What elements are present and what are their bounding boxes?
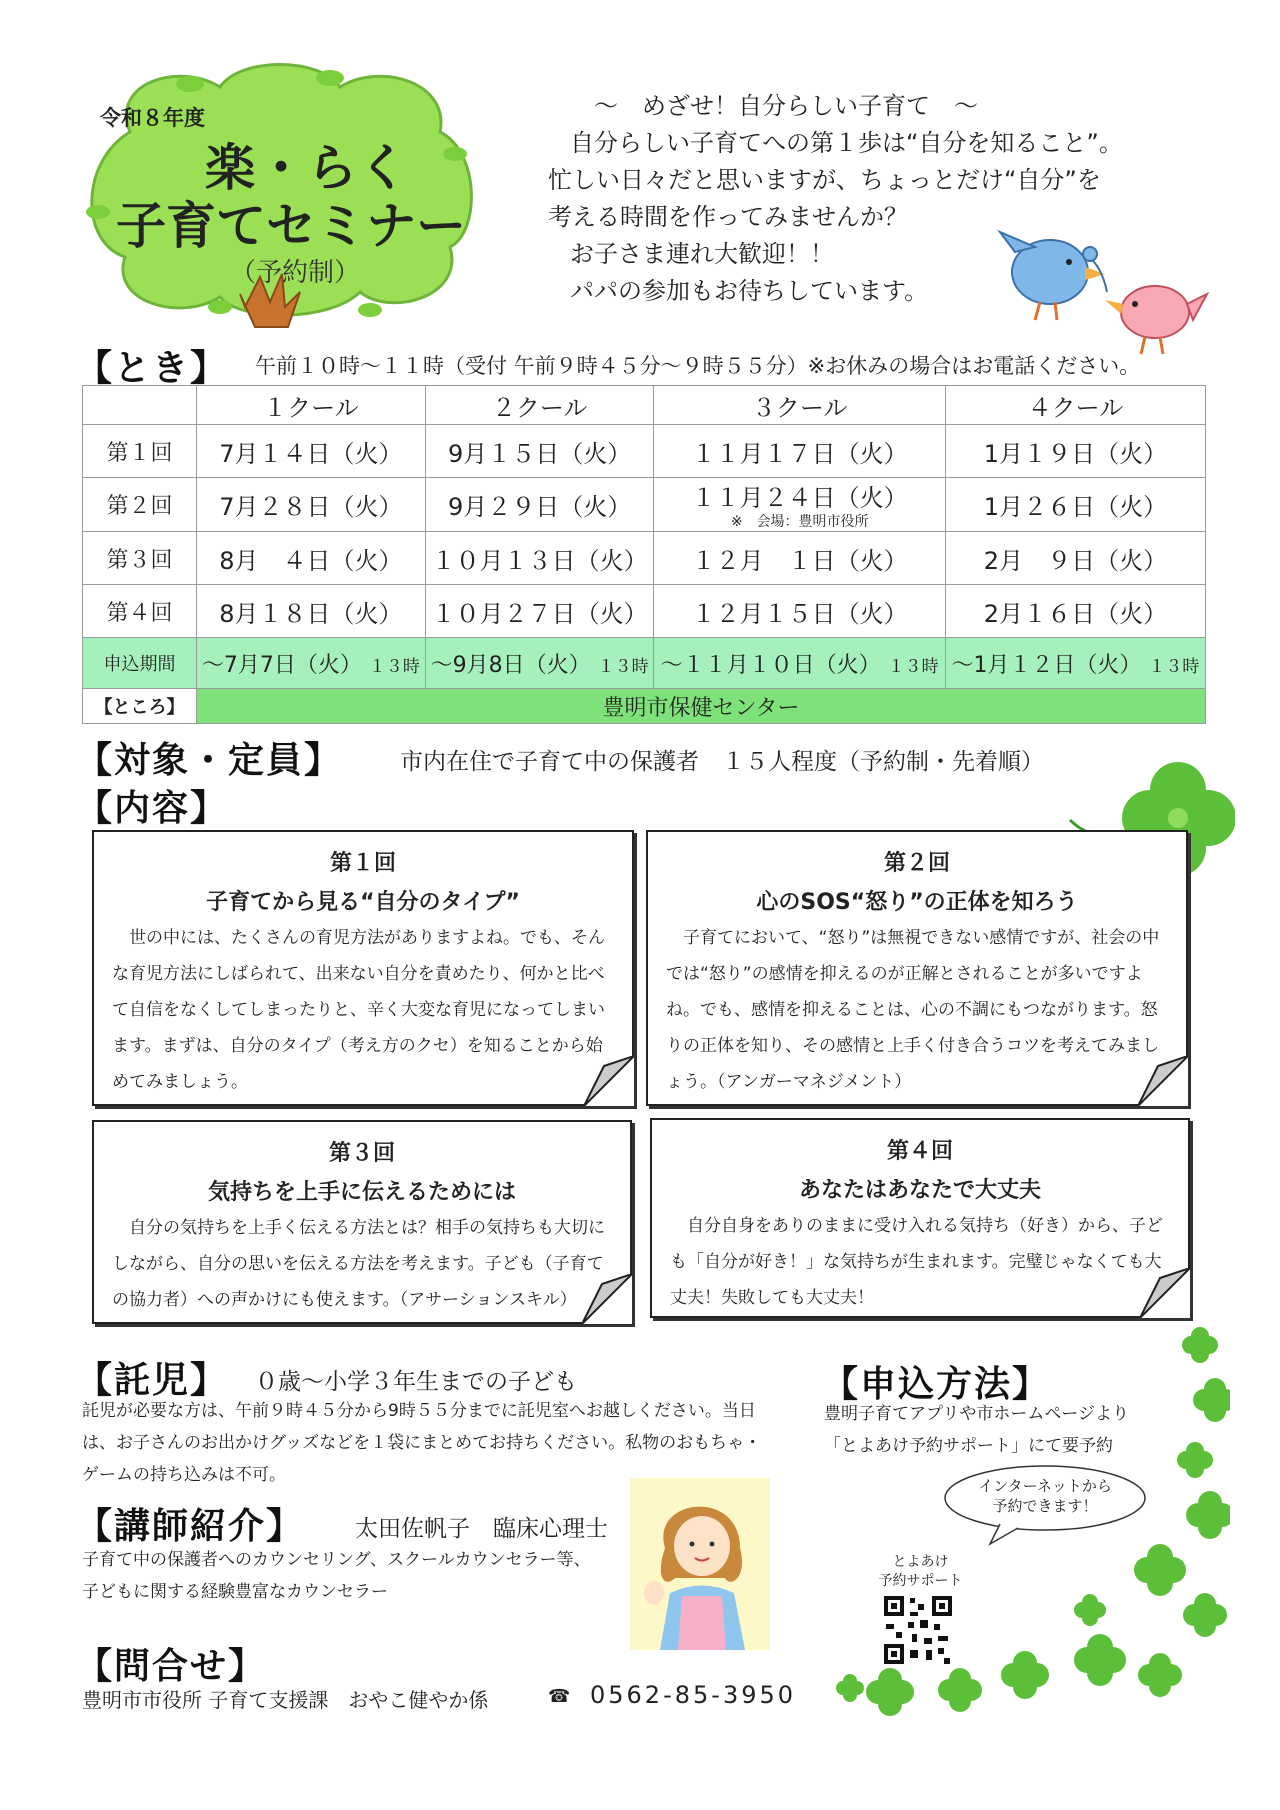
place-label: 【ところ】 [83,689,197,724]
table-corner [83,386,197,425]
apply-time: １３時 [1148,656,1200,677]
date-cell: 7月２８日（火） [197,478,426,532]
apply-date: ～１１月１０日（火） [660,652,881,678]
place-value: 豊明市保健センター [197,689,1206,724]
session-box-2 [646,830,1188,1106]
apply-cell [945,638,1205,689]
table-row [83,585,1206,638]
qr-label-line: とよあけ [892,1554,949,1570]
session-number: 第３回 [328,1141,395,1166]
toki-text: 午前１０時～１１時（受付 午前９時４５分～９時５５分）※お休みの場合はお電話ください。 [255,354,1141,378]
row-label: 第１回 [83,425,197,478]
session-body: 世の中には、たくさんの育児方法がありますよね。でも、そんな育児方法にしばられて、出来ない自分を責めたり、何かと比べて自信をなくしてしまったりと、辛く大変な育児になってしまいます。まずは、自分のタイプ（考え方のクセ）を知ることから始めてみましょう。 [112,928,605,1092]
lecturer-name: 太田佐帆子 臨床心理士 [355,1516,608,1542]
date-cell-with-note [654,478,945,532]
childcare-detail-line: は、お子さんのお出かけグッズなどを１袋にまとめてお持ちください。私物のおもちゃ・ [82,1433,762,1453]
session-body: 自分自身をありのままに受け入れる気持ち（好き）から、子ども「自分が好き！」な気持ちが生まれます。完璧じゃなくても大丈夫！失敗しても大丈夫！ [670,1216,1163,1308]
target-heading: 【対象・定員】 [76,740,343,781]
intro-line: パパの参加もお待ちしています。 [570,277,929,305]
page-fold-icon [582,1274,632,1324]
date-cell: 7月１４日（火） [197,425,426,478]
catchphrase: ～ めざせ！自分らしい子育て ～ [594,92,978,120]
session-number: 第２回 [883,851,950,876]
session-title: 心のSOS“怒り”の正体を知ろう [756,890,1078,915]
page-fold-icon [584,1056,634,1106]
date-cell: 9月１５日（火） [425,425,654,478]
session-body: 自分の気持ちを上手く伝える方法とは？相手の気持ちも大切にしながら、自分の思いを伝える方法を考えます。子ども（子育ての協力者）への声かけにも使えます。（アサーションスキル） [112,1218,605,1310]
session-number: 第４回 [886,1139,953,1164]
table-header-row [83,386,1206,425]
apply-time: １３時 [887,656,939,677]
intro-line: 自分らしい子育てへの第１歩は“自分を知ること”。 [570,129,1123,157]
session-number: 第１回 [329,851,396,876]
apply-time: １３時 [597,656,649,677]
date-cell: 2月 ９日（火） [945,532,1205,585]
row-label: 第３回 [83,532,197,585]
date-cell: 1月２６日（火） [945,478,1205,532]
fiscal-year: 令和８年度 [100,106,205,130]
session-title: 気持ちを上手に伝えるためには [207,1180,516,1205]
date-cell: １０月１３日（火） [425,532,654,585]
session-body: 子育てにおいて、“怒り”は無視できない感情ですが、社会の中では“怒り”の感情を抑えるのが正解とされることが多いですよね。でも、感情を抑えることは、心の不調にもつながります。怒りの正体を知り、その感情と上手く付き合うコツを考えてみましょう。（アンガーマネジメント） [666,928,1160,1092]
date-cell: １０月２７日（火） [425,585,654,638]
apply-label: 申込期間 [83,638,197,689]
reservation-note: （予約制） [230,258,361,288]
intro-line: お子さま連れ大歓迎！！ [570,240,834,268]
session-box-3 [92,1120,632,1324]
session-box-1 [92,830,634,1106]
date-cell: １２月 １日（火） [654,532,945,585]
place-row [83,689,1206,724]
childcare-detail [82,1395,802,1491]
date-cell: 2月１６日（火） [945,585,1205,638]
phone-icon: ☎ [548,1686,571,1707]
content-heading: 【内容】 [76,788,229,829]
contact-phone: 0562-85-3950 [590,1681,797,1709]
page-fold-icon [1140,1268,1190,1318]
date-cell: 8月１８日（火） [197,585,426,638]
childcare-detail-line: 託児が必要な方は、午前９時４５分から9時５５分までに託児室へお越しください。当日 [82,1401,756,1421]
schedule-table [82,385,1206,724]
apply-cell [654,638,945,689]
date-cell: 9月２９日（火） [425,478,654,532]
bubble-text: インターネットから [978,1477,1112,1495]
cool-header: １クール [197,386,426,425]
intro-line: 忙しい日々だと思いますが、ちょっとだけ“自分”を [548,166,1101,194]
table-row [83,425,1206,478]
apply-period-row [83,638,1206,689]
apply-method-line: 「とよあけ予約サポート」にて要予約 [824,1436,1113,1456]
title-line1: 楽・らく [205,139,409,197]
lecturer-line: 子育て中の保護者へのカウンセリング、スクールカウンセラー等、 [82,1550,591,1570]
bubble-text: 予約できます！ [992,1497,1098,1515]
venue-note: ※ 会場：豊明市役所 [730,514,869,530]
cool-header: ３クール [654,386,945,425]
title-line2: 子育てセミナー [116,197,466,255]
row-label: 第４回 [83,585,197,638]
qr-label-line: 予約サポート [878,1573,963,1589]
lecturer-line: 子どもに関する経験豊富なカウンセラー [82,1582,388,1602]
contact-dept: 豊明市市役所 子育て支援課 おやこ健やか係 [82,1688,489,1712]
session-title: 子育てから見る“自分のタイプ” [206,890,520,915]
apply-method-heading: 【申込方法】 [822,1364,1051,1405]
clover-decoration [830,1320,1230,1720]
date-cell: 1月１９日（火） [945,425,1205,478]
date-cell: １１月１７日（火） [654,425,945,478]
apply-method-line: 豊明子育てアプリや市ホームページより [824,1404,1129,1424]
page-fold-icon [1138,1056,1188,1106]
date-cell: １２月１５日（火） [654,585,945,638]
cool-header: ４クール [945,386,1205,425]
lecturer-detail [82,1544,642,1608]
intro-line: 考える時間を作ってみませんか？ [548,203,908,231]
woman-illustration [630,1478,770,1650]
lecturer-heading: 【講師紹介】 [76,1506,305,1547]
apply-date: ～7月7日（火） [201,652,362,678]
apply-date: ～1月１２日（火） [951,652,1142,678]
apply-time: １３時 [368,656,420,677]
childcare-heading: 【託児】 [76,1360,229,1401]
session-box-4 [650,1118,1190,1318]
date-text: １１月２４日（火） [691,484,908,512]
session-title: あなたはあなたで大丈夫 [798,1178,1041,1203]
table-row [83,532,1206,585]
cool-header: ２クール [425,386,654,425]
childcare-detail-line: ゲームの持ち込みは不可。 [82,1465,286,1485]
apply-cell [197,638,426,689]
apply-date: ～9月8日（火） [430,652,591,678]
target-text: 市内在住で子育て中の保護者 １５人程度（予約制・先着順） [400,749,1044,775]
toki-heading: 【とき】 [76,348,229,389]
row-label: 第２回 [83,478,197,532]
date-cell: 8月 ４日（火） [197,532,426,585]
table-row [83,478,1206,532]
childcare-text: ０歳～小学３年生までの子ども [255,1369,577,1395]
seminar-logo [70,62,480,347]
apply-cell [425,638,654,689]
birds-illustration [995,222,1215,362]
contact-heading: 【問合せ】 [76,1646,267,1687]
